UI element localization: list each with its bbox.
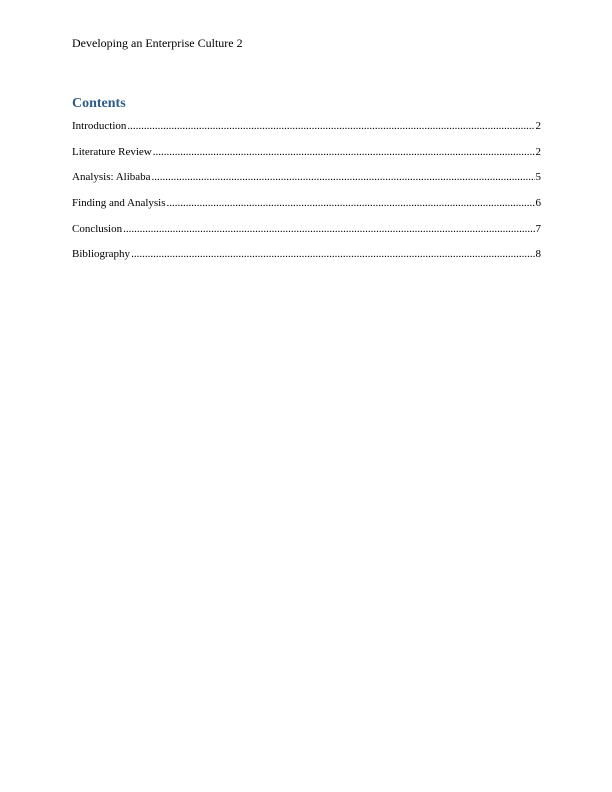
toc-entry-title: Analysis: Alibaba bbox=[72, 171, 151, 184]
table-of-contents bbox=[72, 119, 541, 273]
toc-dot-leader bbox=[153, 145, 535, 159]
toc-heading: Contents bbox=[72, 96, 126, 111]
toc-dot-leader bbox=[167, 196, 535, 210]
toc-entry-conclusion[interactable] bbox=[72, 222, 541, 248]
toc-entry-page: 8 bbox=[535, 248, 541, 261]
toc-dot-leader bbox=[152, 170, 535, 184]
toc-entry-analysis-alibaba[interactable] bbox=[72, 170, 541, 196]
toc-entry-page: 2 bbox=[535, 120, 541, 132]
toc-dot-leader bbox=[131, 247, 534, 261]
toc-entry-title: Finding and Analysis bbox=[72, 197, 166, 210]
toc-entry-finding-and-analysis[interactable] bbox=[72, 196, 541, 222]
toc-dot-leader bbox=[123, 222, 534, 236]
toc-dot-leader bbox=[127, 119, 534, 133]
toc-entry-title: Conclusion bbox=[72, 222, 123, 235]
toc-entry-page: 6 bbox=[535, 197, 541, 210]
toc-entry-title: Bibliography bbox=[72, 248, 131, 261]
toc-entry-page: 2 bbox=[535, 145, 541, 158]
toc-entry-bibliography[interactable] bbox=[72, 247, 541, 273]
running-header: Developing an Enterprise Culture 2 bbox=[72, 36, 243, 50]
toc-entry-introduction[interactable] bbox=[72, 119, 541, 145]
toc-entry-literature-review[interactable] bbox=[72, 145, 541, 171]
toc-entry-page: 5 bbox=[535, 171, 541, 184]
toc-entry-page: 7 bbox=[535, 222, 541, 235]
toc-entry-title: Introduction bbox=[72, 120, 127, 132]
toc-entry-title: Literature Review bbox=[72, 145, 152, 158]
